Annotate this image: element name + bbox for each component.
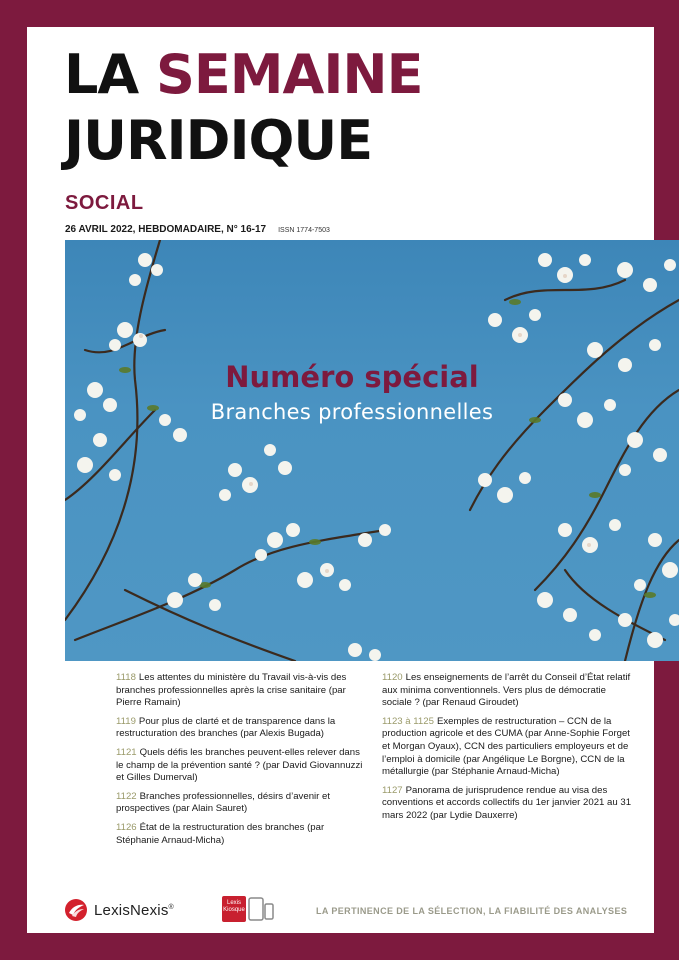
cover-photo (65, 240, 679, 661)
toc-entry[interactable] (116, 716, 364, 741)
table-of-contents-left (116, 672, 364, 853)
toc-number: 1120 (382, 672, 403, 683)
toc-entry[interactable] (116, 791, 364, 816)
publisher-brand: LexisNexis (94, 901, 169, 919)
publisher-logo[interactable] (64, 898, 174, 922)
toc-text: Quels défis les branches peuvent-elles relever dans le champ de la prévention santé ? (par David Giovannuzzi et Gilles Dumerval) (116, 746, 363, 784)
special-issue-title: Numéro spécial (225, 360, 479, 394)
toc-number: 1127 (382, 784, 403, 796)
masthead-la: LA (64, 43, 157, 106)
toc-number: 1123 à 1125 (382, 715, 434, 727)
publisher-name (94, 902, 174, 919)
toc-entry[interactable] (116, 747, 364, 785)
toc-text: Branches professionnelles, désirs d’avenir et prospectives (par Alain Sauret) (116, 790, 331, 815)
toc-number: 1119 (116, 715, 136, 727)
blossom-branches-illustration (65, 240, 679, 661)
footer-tagline: LA PERTINENCE DE LA SÉLECTION, LA FIABILITÉ DES ANALYSES (316, 906, 628, 916)
toc-number: 1121 (116, 746, 137, 758)
toc-text: Pour plus de clarté et de transparence dans la restructuration des branches (par Alexis Bugada) (116, 715, 336, 740)
devices-icon (248, 896, 274, 922)
section-title: SOCIAL (65, 192, 144, 214)
toc-entry[interactable] (382, 785, 632, 823)
special-issue-subtitle: Branches professionnelles (210, 400, 494, 424)
lexisnexis-logo-icon (64, 898, 88, 922)
toc-text: Les attentes du ministère du Travail vis-à-vis des branches professionnelles après la crise sanitaire (par Pierre Ramain) (116, 672, 347, 709)
masthead-line-1 (64, 45, 423, 105)
lexis-kiosque-icon[interactable] (222, 896, 246, 922)
toc-text: État de la restructuration des branches (par Stéphanie Arnaud-Micha) (116, 821, 325, 846)
masthead-semaine: SEMAINE (156, 43, 423, 106)
kiosque-label-2: Kiosque (223, 907, 245, 913)
toc-text: Exemples de restructuration – CCN de la production agricole et des CUMA (par Anne-Sophie Forget et Morgan Oyaux), CCN des particuliers employeurs et de l’emploi à domicile (par Angélique Le Borgne), CCN de la métallurgie (par Stéphanie Arnaud-Micha) (382, 715, 630, 778)
toc-text: Les enseignements de l’arrêt du Conseil d’État relatif aux minima conventionnels. Vers plus de démocratie sociale ? (par Renaud Giroudet) (382, 672, 631, 709)
issn: ISSN 1774-7503 (278, 227, 330, 234)
toc-number: 1126 (116, 821, 137, 833)
toc-entry[interactable] (116, 822, 364, 847)
issue-date: 26 AVRIL 2022, HEBDOMADAIRE, N° 16-17 (65, 224, 267, 235)
toc-entry[interactable] (382, 716, 632, 779)
toc-number: 1118 (116, 672, 136, 683)
toc-number: 1122 (116, 790, 137, 802)
masthead-line-2: JURIDIQUE (64, 109, 373, 172)
issue-dateline (65, 224, 330, 235)
toc-text: Panorama de jurisprudence rendue au visa des conventions et accords collectifs du 1er janvier 2021 au 31 mars 2022 (par Lydie Dauxerre) (382, 784, 632, 821)
kiosque-label-1: Lexis (226, 900, 241, 906)
toc-entry[interactable] (116, 672, 364, 710)
table-of-contents-right (382, 672, 632, 829)
toc-entry[interactable] (382, 672, 632, 710)
registered-mark: ® (168, 903, 174, 911)
